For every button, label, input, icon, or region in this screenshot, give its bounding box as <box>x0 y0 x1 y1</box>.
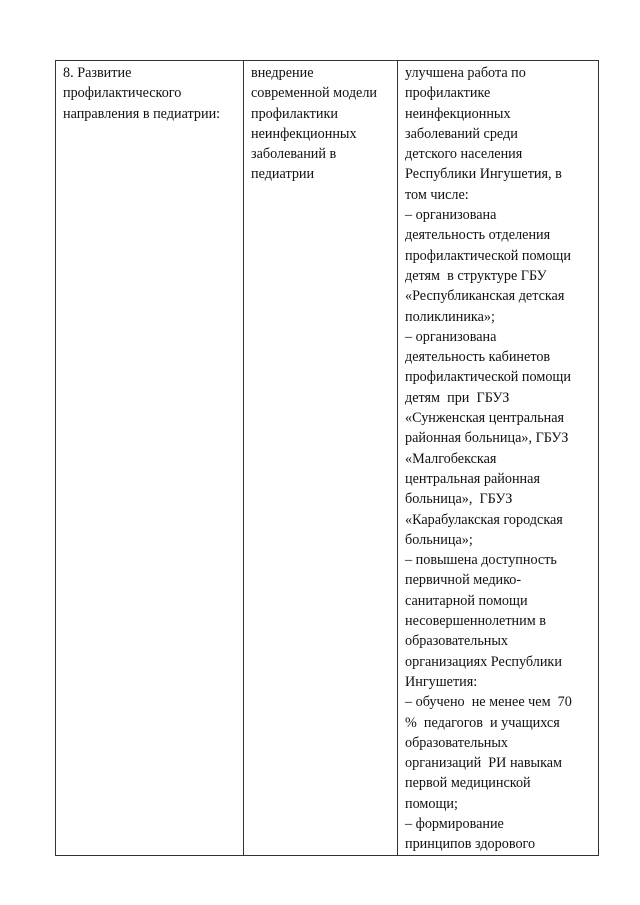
result-line: том числе: <box>405 186 469 203</box>
result-line: заболеваний среди <box>405 125 518 142</box>
measure-line: неинфекционных <box>251 125 357 142</box>
result-line: детям в структуре ГБУ <box>405 267 547 284</box>
result-line: детского населения <box>405 146 523 163</box>
section-cell <box>56 61 244 856</box>
result-line: – организована <box>405 207 497 224</box>
result-line: – повышена доступность <box>405 552 557 569</box>
result-line: профилактической помощи <box>405 247 571 264</box>
measure-line: современной модели <box>251 85 378 102</box>
result-line: районная больница», ГБУЗ <box>405 430 569 447</box>
result-line: Республики Ингушетия, в <box>405 166 562 183</box>
measure-line: профилактики <box>251 105 338 122</box>
result-line: центральная районная <box>405 470 540 487</box>
result-line: первой медицинской <box>405 775 531 792</box>
result-line: % педагогов и учащихся <box>405 714 560 731</box>
result-cell <box>398 61 599 856</box>
result-line: детям при ГБУЗ <box>405 389 510 406</box>
result-line: Ингушетия: <box>405 673 478 690</box>
result-line: образовательных <box>405 734 509 751</box>
measure-line: заболеваний в <box>251 146 337 163</box>
result-line: организациях Республики <box>405 653 562 670</box>
section-line: профилактического <box>63 85 182 102</box>
result-line: «Республиканская детская <box>405 288 565 305</box>
result-line: больница»; <box>405 531 473 548</box>
result-line: «Карабулакская городская <box>405 511 563 528</box>
section-line: направления в педиатрии: <box>63 105 221 122</box>
result-line: больница», ГБУЗ <box>405 491 513 508</box>
result-line: улучшена работа по <box>405 65 526 81</box>
measure-cell <box>244 61 398 856</box>
result-line: поликлиника»; <box>405 308 495 325</box>
measure-line: внедрение <box>251 65 314 81</box>
result-line: принципов здорового <box>405 836 536 853</box>
result-line: – организована <box>405 328 497 345</box>
result-line: санитарной помощи <box>405 592 528 609</box>
result-line: образовательных <box>405 633 509 650</box>
result-line: помощи; <box>405 795 458 812</box>
result-line: профилактической помощи <box>405 369 571 386</box>
result-line: деятельность кабинетов <box>405 349 551 366</box>
measure-line: педиатрии <box>251 166 315 183</box>
result-line: деятельность отделения <box>405 227 551 244</box>
result-line: несовершеннолетним в <box>405 613 546 630</box>
document-table <box>55 60 599 856</box>
section-line: 8. Развитие <box>63 65 132 81</box>
result-line: «Малгобекская <box>405 450 497 467</box>
result-line: – обучено не менее чем 70 <box>405 694 572 711</box>
result-line: первичной медико- <box>405 572 522 589</box>
result-line: «Сунженская центральная <box>405 410 565 427</box>
result-line: – формирование <box>405 815 504 832</box>
result-line: неинфекционных <box>405 105 511 122</box>
result-line: профилактике <box>405 85 491 102</box>
table-row <box>56 61 599 856</box>
result-line: организаций РИ навыкам <box>405 755 563 772</box>
